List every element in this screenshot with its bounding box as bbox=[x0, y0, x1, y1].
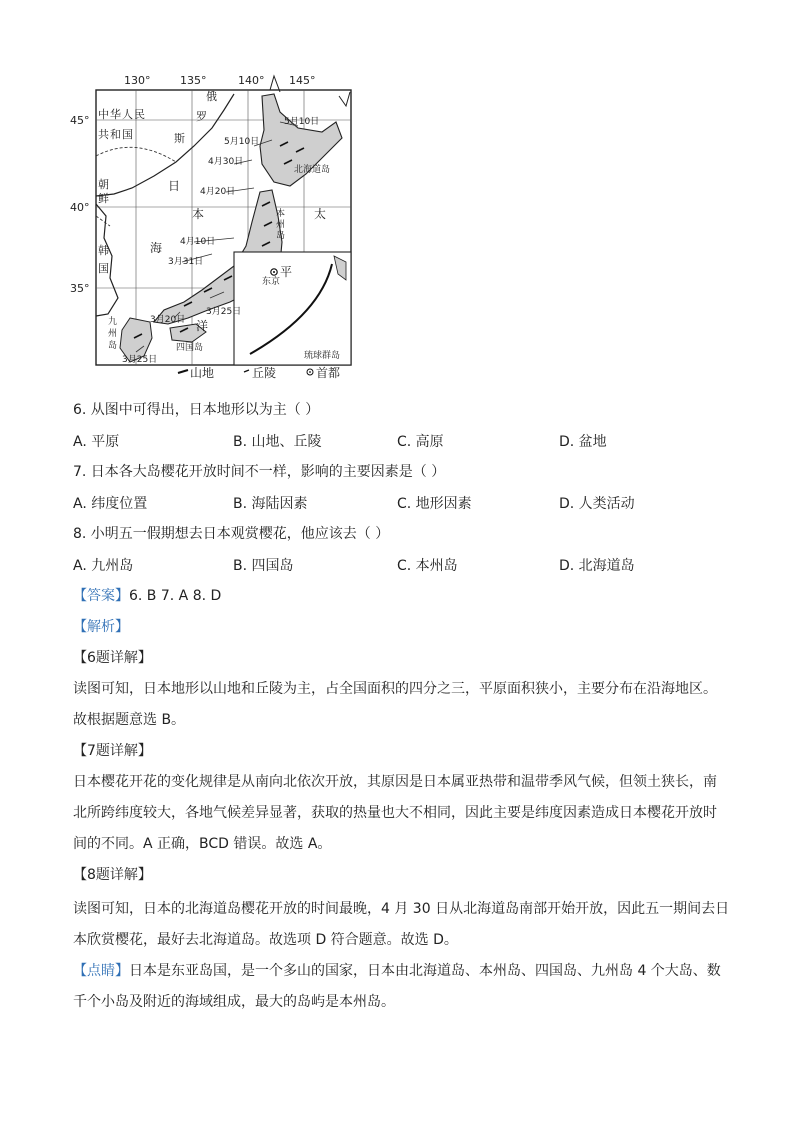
lon-label: 145° bbox=[289, 74, 316, 87]
bloom-date-label: 3月25日 bbox=[206, 307, 242, 317]
japan-cherry-blossom-map bbox=[70, 66, 384, 388]
north-korea-label: 朝 bbox=[98, 178, 109, 191]
hokkaido-label: 北海道岛 bbox=[294, 165, 331, 175]
detail-line: 北所跨纬度较大，各地气候差异显著，获取的热量也大不相同，因此主要是纬度因素造成日本樱花开放时 bbox=[73, 805, 717, 821]
answer-line bbox=[73, 586, 221, 606]
detail-7-body bbox=[73, 767, 723, 860]
pacific-label: 太 bbox=[314, 207, 327, 221]
kyushu-label: 州 bbox=[108, 329, 118, 339]
legend-capital: 首都 bbox=[316, 366, 341, 380]
kuril-edge bbox=[339, 92, 350, 106]
lon-label: 130° bbox=[124, 74, 151, 87]
option: D. 北海道岛 bbox=[559, 558, 635, 574]
highlight-block bbox=[73, 956, 723, 1018]
mountain-legend-icon bbox=[178, 370, 188, 373]
china-label: 和 bbox=[110, 128, 121, 141]
korean-peninsula bbox=[96, 204, 118, 316]
bloom-date-label: 3月31日 bbox=[168, 257, 204, 267]
border-line bbox=[96, 216, 110, 226]
question-6-stem: 6. 从图中可得出，日本地形以为主（ ） bbox=[73, 402, 320, 418]
pacific-label: 平 bbox=[280, 265, 293, 279]
option: A. 纬度位置 bbox=[73, 496, 148, 512]
bloom-date-label: 4月20日 bbox=[200, 187, 236, 197]
question-6-options bbox=[73, 431, 753, 451]
ryukyu-inset-frame bbox=[234, 252, 351, 365]
map-legend bbox=[178, 365, 340, 380]
question-7-stem: 7. 日本各大岛樱花开放时间不一样，影响的主要因素是（ ） bbox=[73, 464, 446, 480]
detail-line: 日本樱花开花的变化规律是从南向北依次开放，其原因是日本属亚热带和温带季风气候，但领土狭长，南 bbox=[73, 774, 717, 790]
sea-of-japan-label: 海 bbox=[150, 241, 163, 255]
question-8-stem: 8. 小明五一假期想去日本观赏樱花，他应该去（ ） bbox=[73, 526, 390, 542]
north-korea-label: 鲜 bbox=[98, 192, 109, 205]
answer-tag: 【答案】 bbox=[73, 588, 129, 604]
legend-mountain: 山地 bbox=[190, 366, 215, 380]
south-korea-label: 韩 bbox=[98, 244, 109, 257]
bloom-date-label: 3月20日 bbox=[150, 315, 186, 325]
russia-label: 俄 bbox=[206, 90, 217, 103]
detail-6-tag: 【6题详解】 bbox=[73, 650, 152, 666]
option: D. 人类活动 bbox=[559, 496, 635, 512]
lat-label: 35° bbox=[70, 282, 90, 295]
bloom-date-label: 4月30日 bbox=[208, 157, 244, 167]
option: B. 四国岛 bbox=[233, 558, 294, 574]
kyushu-label: 岛 bbox=[108, 341, 118, 351]
highlight-tag: 【点睛】 bbox=[73, 963, 129, 979]
option: C. 本州岛 bbox=[397, 558, 458, 574]
shikoku-label: 四国岛 bbox=[176, 343, 204, 353]
hill-legend-icon bbox=[244, 370, 249, 372]
bloom-date-label: 3月25日 bbox=[122, 355, 158, 365]
option: D. 盆地 bbox=[559, 434, 607, 450]
pacific-label: 洋 bbox=[196, 319, 209, 333]
china-label: 共 bbox=[98, 128, 109, 141]
detail-line: 读图可知，日本地形以山地和丘陵为主，占全国面积的四分之三，平原面积狭小，主要分布在沿海地区。 bbox=[73, 681, 717, 697]
bloom-date-label: 5月10日 bbox=[224, 137, 260, 147]
option: C. 地形因素 bbox=[397, 496, 472, 512]
highlight-line bbox=[73, 956, 723, 987]
question-8-options bbox=[73, 555, 753, 575]
detail-line: 间的不同。A 正确，BCD 错误。故选 A。 bbox=[73, 836, 332, 852]
detail-line: 本欣赏樱花，最好去北海道岛。故选项 D 符合题意。故选 D。 bbox=[73, 932, 458, 948]
lat-label: 45° bbox=[70, 114, 90, 127]
detail-line: 读图可知，日本的北海道岛樱花开放的时间最晚，4 月 30 日从北海道岛南部开始开放，因此五一期间去日 bbox=[73, 901, 730, 917]
russia-label: 斯 bbox=[174, 132, 185, 145]
sea-of-japan-label: 本 bbox=[192, 207, 205, 221]
analysis-tag: 【解析】 bbox=[73, 619, 129, 635]
south-korea-label: 国 bbox=[98, 262, 109, 275]
capital-marker bbox=[273, 271, 275, 273]
detail-line: 故根据题意选 B。 bbox=[73, 712, 186, 728]
lon-label: 140° bbox=[238, 74, 265, 87]
sea-of-japan-label: 日 bbox=[168, 179, 181, 193]
answer-text: 6. B 7. A 8. D bbox=[129, 588, 222, 604]
option: C. 高原 bbox=[397, 434, 444, 450]
option: A. 九州岛 bbox=[73, 558, 134, 574]
capital-legend-dot bbox=[309, 371, 311, 373]
china-label: 人 bbox=[122, 108, 133, 121]
honshu-label: 岛 bbox=[276, 231, 286, 241]
kyushu-label: 九 bbox=[108, 317, 118, 327]
question-7-options bbox=[73, 493, 753, 513]
detail-6-body bbox=[73, 674, 723, 736]
honshu-label: 本 bbox=[276, 209, 286, 219]
legend-hill: 丘陵 bbox=[252, 366, 277, 380]
option: A. 平原 bbox=[73, 434, 120, 450]
china-label: 中 bbox=[98, 108, 109, 121]
ryukyu-inset-label: 琉球群岛 bbox=[304, 351, 341, 361]
lon-label: 135° bbox=[180, 74, 207, 87]
option: B. 山地、丘陵 bbox=[233, 434, 322, 450]
lat-label: 40° bbox=[70, 201, 90, 214]
capital-label: 东京 bbox=[262, 277, 281, 287]
bloom-date-label: 4月10日 bbox=[180, 237, 216, 247]
bloom-date-label: 5月10日 bbox=[284, 117, 320, 127]
honshu-label: 州 bbox=[276, 220, 286, 230]
china-label: 华 bbox=[110, 108, 121, 121]
detail-8-body bbox=[73, 894, 730, 956]
option: B. 海陆因素 bbox=[233, 496, 308, 512]
china-label: 国 bbox=[122, 128, 133, 141]
china-label: 民 bbox=[134, 108, 145, 121]
highlight-text: 日本是东亚岛国，是一个多山的国家，日本由北海道岛、本州岛、四国岛、九州岛 4 个大岛、数 bbox=[129, 963, 721, 979]
detail-7-tag: 【7题详解】 bbox=[73, 743, 152, 759]
russia-label: 罗 bbox=[196, 110, 207, 123]
detail-8-tag: 【8题详解】 bbox=[73, 867, 152, 883]
highlight-line: 千个小岛及附近的海域组成，最大的岛屿是本州岛。 bbox=[73, 994, 395, 1010]
